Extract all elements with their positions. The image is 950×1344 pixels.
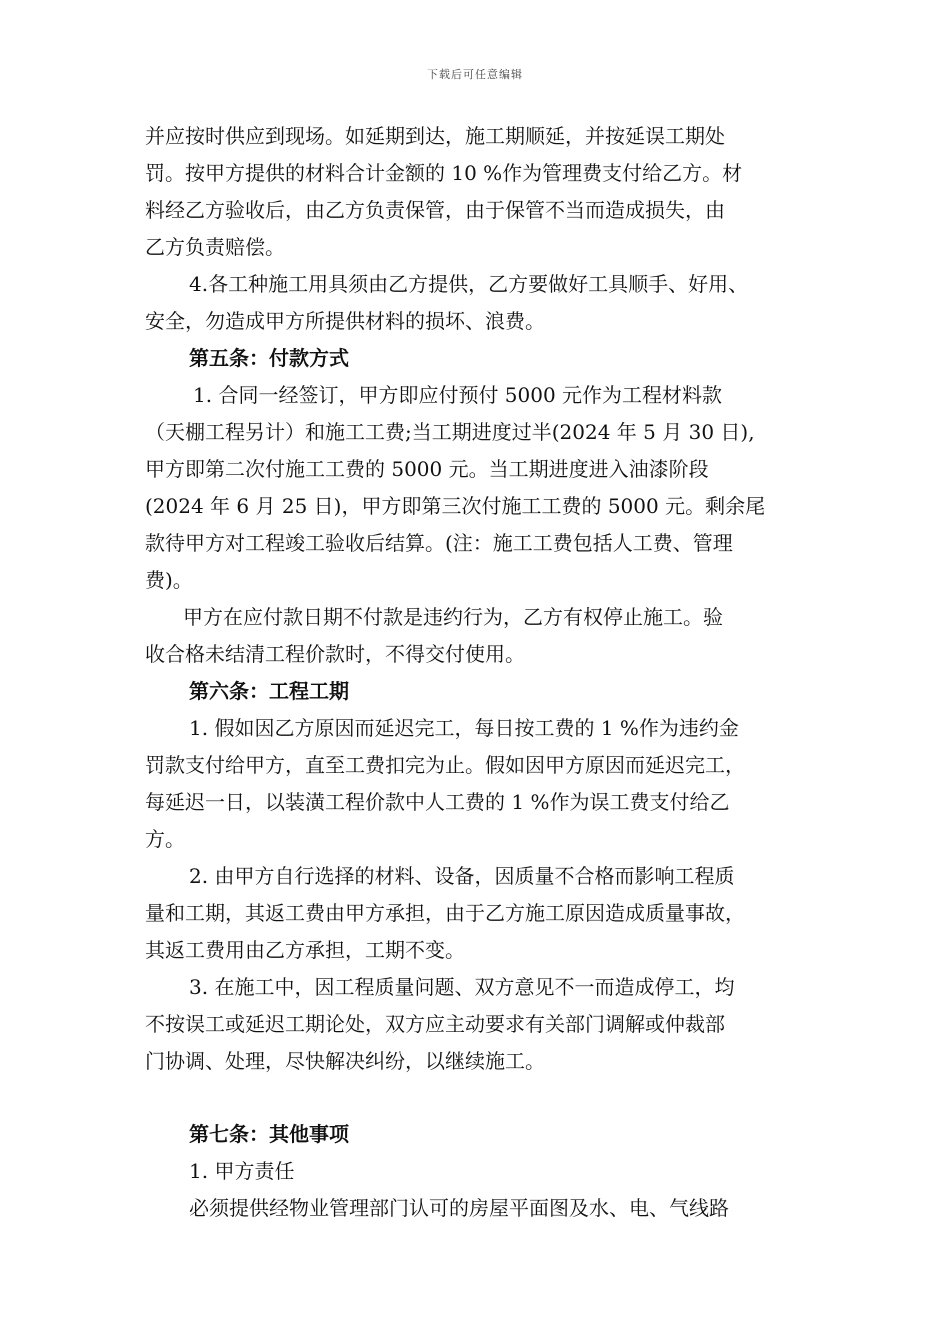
text-line: 罚。按甲方提供的材料合计金额的 10 %作为管理费支付给乙方。材: [145, 161, 743, 185]
text-line: 甲方即第二次付施工工费的 5000 元。当工期进度进入油漆阶段: [145, 457, 709, 481]
text-line: (2024 年 6 月 25 日)，甲方即第三次付施工工费的 5000 元。剩余尾: [145, 494, 766, 518]
text-line: 乙方负责赔偿。: [145, 235, 285, 259]
text-line: 其返工费用由乙方承担，工期不变。: [145, 938, 465, 962]
text-line: 收合格未结清工程价款时，不得交付使用。: [145, 642, 525, 666]
text-line: 甲方在应付款日期不付款是违约行为，乙方有权停止施工。验: [183, 605, 723, 629]
text-line: 必须提供经物业管理部门认可的房屋平面图及水、电、气线路: [189, 1196, 729, 1220]
text-line: 料经乙方验收后，由乙方负责保管，由于保管不当而造成损失，由: [145, 198, 725, 222]
text-line: 款待甲方对工程竣工验收后结算。(注：施工工费包括人工费、管理: [145, 531, 733, 555]
text-line: 门协调、处理，尽快解决纠纷，以继续施工。: [145, 1049, 545, 1073]
text-line: 1. 假如因乙方原因而延迟完工，每日按工费的 1 %作为违约金: [189, 716, 739, 740]
text-line: 并应按时供应到现场。如延期到达，施工期顺延，并按延误工期处: [145, 124, 725, 148]
section-heading-6: 第六条：工程工期: [189, 679, 349, 703]
text-line: 每延迟一日，以装潢工程价款中人工费的 1 %作为误工费支付给乙: [145, 790, 730, 814]
text-line: 方。: [145, 827, 185, 851]
text-line: 罚款支付给甲方，直至工费扣完为止。假如因甲方原因而延迟完工，: [145, 753, 745, 777]
document-body: [145, 118, 810, 1227]
text-line: 1. 合同一经签订，甲方即应付预付 5000 元作为工程材料款: [193, 383, 723, 407]
text-line: 费)。: [145, 568, 193, 592]
text-line: 4.各工种施工用具须由乙方提供，乙方要做好工具顺手、好用、: [189, 272, 749, 296]
section-heading-5: 第五条：付款方式: [189, 346, 349, 370]
text-line: 不按误工或延迟工期论处，双方应主动要求有关部门调解或仲裁部: [145, 1012, 725, 1036]
page-header: 下载后可任意编辑: [427, 68, 523, 81]
text-line: 安全，勿造成甲方所提供材料的损坏、浪费。: [145, 309, 545, 333]
text-line: 量和工期，其返工费由甲方承担，由于乙方施工原因造成质量事故，: [145, 901, 745, 925]
paragraph-gap: [145, 1080, 810, 1116]
text-line: 2. 由甲方自行选择的材料、设备，因质量不合格而影响工程质: [189, 864, 735, 888]
section-heading-7: 第七条：其他事项: [189, 1122, 349, 1146]
text-line: （天棚工程另计）和施工工费;当工期进度过半(2024 年 5 月 30 日),: [145, 420, 755, 444]
text-line: 3. 在施工中，因工程质量问题、双方意见不一而造成停工，均: [189, 975, 735, 999]
text-line: 1. 甲方责任: [189, 1159, 295, 1183]
